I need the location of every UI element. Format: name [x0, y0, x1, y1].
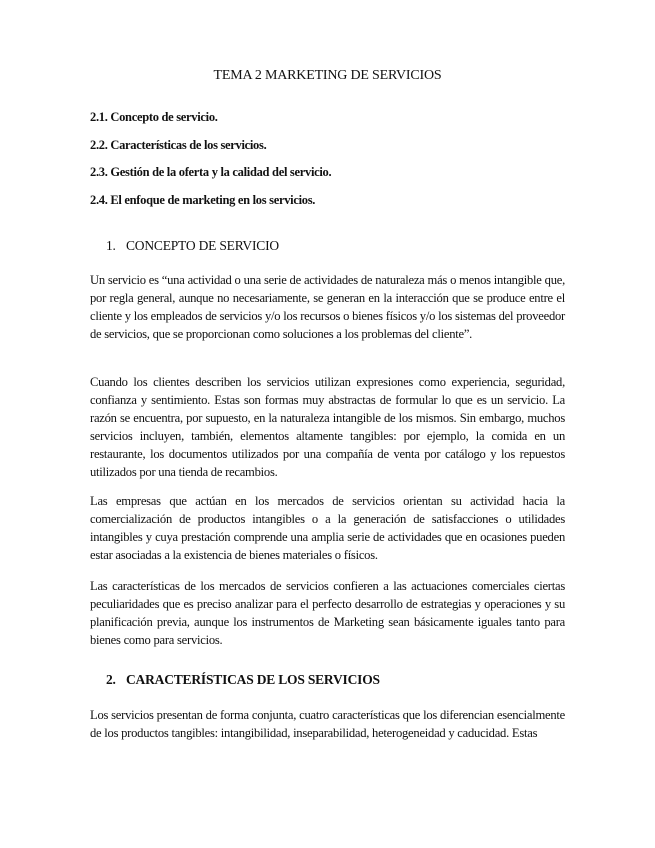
section-title: CARACTERÍSTICAS DE LOS SERVICIOS	[126, 672, 380, 687]
paragraph: Las características de los mercados de servicios confieren a las actuaciones comerciales ciertas peculiaridades que es preciso analizar para el perfecto desarrollo de estrategias y operaciones y su planificación previa, aunque los instrumentos de Marketing sean básicamente iguales tanto para bienes como para servicios.	[90, 579, 565, 648]
section-heading-1	[106, 238, 279, 254]
paragraph: Un servicio es “una actividad o una serie de actividades de naturaleza más o menos intangible que, por regla general, aunque no necesariamente, se generan en la interacción que se produce entre el cliente y los empleados de servicios y/o los recursos o bienes físicos y/o los sistemas del proveedor de servicios, que se proporcionan como soluciones a los problemas del cliente”.	[90, 273, 565, 342]
toc-item: 2.3. Gestión de la oferta y la calidad del servicio.	[90, 165, 332, 179]
paragraph: Los servicios presentan de forma conjunta, cuatro características que los diferencian esencialmente de los productos tangibles: intangibilidad, inseparabilidad, heterogeneidad y caducidad. Estas	[90, 708, 565, 741]
section-title: CONCEPTO DE SERVICIO	[126, 238, 279, 253]
toc-item: 2.1. Concepto de servicio.	[90, 110, 218, 124]
section-heading-2	[106, 672, 380, 688]
toc-item: 2.2. Características de los servicios.	[90, 137, 267, 152]
paragraph: Cuando los clientes describen los servicios utilizan expresiones como experiencia, seguridad, confianza y sentimiento. Estas son formas muy abstractas de formular lo que es un servicio. La razón se encuentra, por supuesto, en la naturaleza intangible de los mismos. Sin embargo, muchos servicios incluyen, también, elementos altamente tangibles: por ejemplo, la comida en un restaurante, los documentos utilizados por una compañía de venta por catálogo y los repuestos utilizados por una tienda de recambios.	[90, 375, 565, 480]
section-number: 1.	[106, 238, 116, 253]
toc-item: 2.4. El enfoque de marketing en los servicios.	[90, 192, 316, 207]
section-number: 2.	[106, 672, 116, 687]
table-of-contents	[90, 110, 570, 220]
document-title: TEMA 2 MARKETING DE SERVICIOS	[213, 68, 442, 83]
paragraph: Las empresas que actúan en los mercados de servicios orientan su actividad hacia la comercialización de productos intangibles o a la generación de satisfacciones o utilidades intangibles y cuya prestación comprende una amplia serie de actividades que en ocasiones pueden estar asociadas a la existencia de bienes materiales o físicos.	[90, 494, 565, 563]
